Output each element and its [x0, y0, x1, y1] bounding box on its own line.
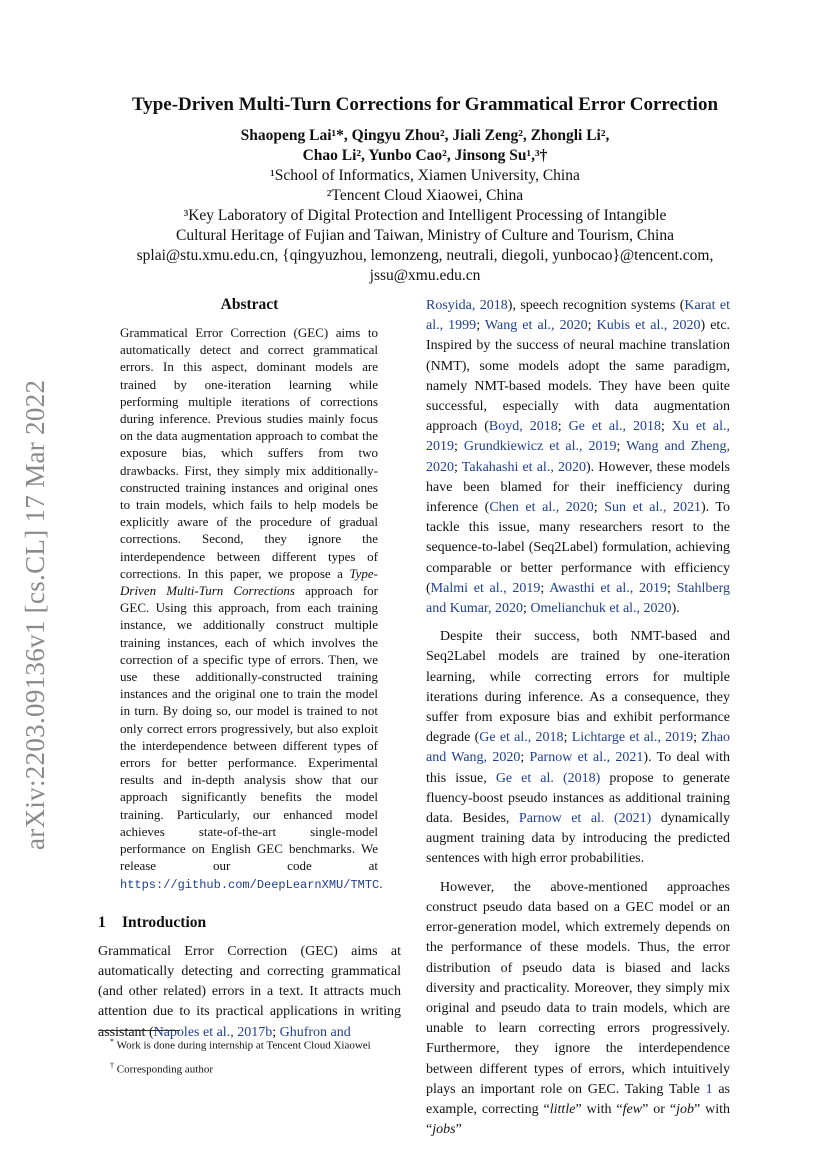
citation-link[interactable]: Malmi et al., 2019 — [430, 580, 541, 596]
citation-link[interactable]: Stahlberg and Kumar, 2020 — [426, 580, 730, 617]
citation-link[interactable]: Ghufron and — [279, 1024, 351, 1040]
citation-separator: ; — [523, 601, 531, 617]
citation-link[interactable]: Ge et al., 2018 — [479, 730, 564, 746]
citation-separator: ; — [540, 580, 550, 596]
citation-link[interactable]: Sun et al., 2021 — [604, 500, 701, 516]
citation-separator: ; — [520, 750, 530, 766]
body-text: However, the above-mentioned approaches construct pseudo data based on a GEC model or an error-generation model, which extremely depends on the performance of these models. Thus, the error distribution of pseudo data is biased and lacks diversity and practicality. Moreover, they simply mix original and pseudo data to train models, which are unable to learn correcting errors progressively. Furthermore, they ignore the interdependence between different types of errors, which intuitively plays an important role on GEC. Taking Table — [426, 879, 730, 1097]
arxiv-identifier: arXiv:2203.09136v1 [cs.CL] 17 Mar 2022 — [20, 379, 50, 850]
citation-link[interactable]: Karat et al., 1999 — [426, 298, 730, 334]
body-text: ). To deal with this issue, — [426, 750, 730, 786]
body-text: ). — [671, 601, 680, 617]
footnote-text: Work is done during internship at Tencent Cloud Xiaowei — [116, 1039, 371, 1052]
body-text: ) etc. Inspired by the success of neural machine translation (NMT), some models adopt the same paradigm, namely NMT-based models. They have been quite successful, especially with data augmentation approach ( — [426, 318, 731, 435]
citation-separator: ; — [593, 500, 605, 516]
citation-link[interactable]: Boyd, 2018 — [488, 419, 558, 435]
author-block — [60, 126, 790, 286]
citation-link[interactable]: Zhao and Wang, 2020 — [426, 730, 731, 766]
author-names-line2: Chao Li², Yunbo Cao², Jinsong Su¹,³† — [302, 147, 548, 164]
intro-paragraph-2 — [426, 627, 730, 869]
approach-name: Type-Driven Multi-Turn Corrections — [120, 565, 378, 599]
citation-link[interactable]: Grundkiewicz et al., 2019 — [463, 439, 617, 455]
footnotes — [98, 1030, 401, 1082]
citation-link[interactable]: Wang et al., 2020 — [484, 318, 588, 334]
author-emails-line1: splai@stu.xmu.edu.cn, {qingyuzhou, lemonzeng, neutrali, diegoli, yunbocao}@tencent.com, — [136, 247, 714, 264]
citation-link[interactable]: Rosyida, 2018 — [426, 298, 508, 313]
table-reference-link[interactable]: 1 — [705, 1081, 713, 1097]
citation-link[interactable]: Ge et al. (2018) — [495, 770, 601, 786]
footnote-rule — [98, 1030, 180, 1031]
body-text: dynamically augment training data by introducing the predicted sentences with high error probabilities. — [426, 811, 730, 867]
example-word: jobs — [432, 1122, 456, 1138]
citation-separator: ; — [693, 730, 702, 746]
citation-separator: ; — [476, 318, 485, 334]
body-text: ” — [455, 1122, 462, 1138]
abstract-text — [120, 324, 383, 894]
body-text: propose to generate fluency-boost pseudo instances as additional training data. Besides, — [426, 770, 731, 827]
body-text: ” with “ — [426, 1101, 730, 1138]
abstract-part-a: Grammatical Error Correction (GEC) aims to automatically detect and correct grammatical errors. In this aspect, dominant models are trained by one-iteration learning while performing multiple iterations of corrections during inference. Previous studies mainly focus on the data augmentation approach to combat the exposure bias, which suffers from two drawbacks. First, they simply mix additionally-constructed training instances and original ones to train models, which fails to help models be explicitly aware of the procedure of gradual corrections. Second, they ignore the interdependence between different types of corrections. In this paper, we propose a — [120, 325, 378, 581]
abstract-heading: Abstract — [220, 296, 279, 313]
citation-link[interactable]: Ge et al., 2018 — [568, 419, 661, 435]
body-text: ” or “ — [642, 1101, 677, 1117]
example-word: little — [549, 1101, 576, 1117]
abstract-part-b: approach for GEC. Using this approach, from each training instance, we additionally construct multiple training instances, each of which involves the correction of a specific type of errors. Then, we use these additionally-constructed training instances and the original one to train the model in turn. By doing so, our model is trained to not only correct errors progressively, but also exploit the interdependence between different types of errors for better performance. Experimental results and in-depth analysis show that our approach significantly benefits the model training. Particularly, our enhanced model achieves state-of-the-art single-model performance on English GEC benchmarks. We release our code at — [120, 583, 378, 874]
citation-separator: ; — [454, 439, 464, 455]
citation-link[interactable]: Wang and Zheng, 2020 — [426, 439, 731, 475]
intro-paragraph-1-cont — [426, 296, 730, 619]
left-column — [98, 296, 401, 1043]
affiliation-2: ²Tencent Cloud Xiaowei, China — [326, 187, 524, 204]
abstract-end: . — [379, 875, 383, 891]
citation-link[interactable]: Parnow et al. (2021) — [518, 811, 652, 827]
section-title: Introduction — [122, 913, 207, 931]
author-emails-line2: jssu@xmu.edu.cn — [369, 267, 481, 284]
citation-separator: ; — [557, 419, 569, 435]
citation-link[interactable]: Lichtarge et al., 2019 — [571, 730, 694, 746]
affiliation-3b: Cultural Heritage of Fujian and Taiwan, Ministry of Culture and Tourism, China — [176, 227, 674, 244]
right-column — [426, 296, 730, 1140]
citation-link[interactable]: Xu et al., 2019 — [426, 419, 731, 455]
body-text: ). To tackle this issue, many researchers resort to the sequence-to-label (Seq2Label) formulation, achieving comparable or better performance with efficiency ( — [426, 500, 731, 596]
footnote-mark: † — [110, 1060, 114, 1070]
paper-title: Type-Driven Multi-Turn Corrections for Grammatical Error Correction — [131, 94, 719, 115]
body-text: Despite their success, both NMT-based and Seq2Label models are trained by one-iteration learning, while correcting errors for multiple iterations during inference. As a consequence, they suffer from exposure bias and exhibit performance degrade ( — [426, 629, 730, 746]
footnote-mark: * — [110, 1037, 114, 1046]
author-names-line1: Shaopeng Lai¹*, Qingyu Zhou², Jiali Zeng², Zhongli Li², — [240, 127, 610, 144]
intro-text: Grammatical Error Correction (GEC) aims at automatically detecting and correcting grammatical (and other related) errors in a text. It attracts much attention due to its practical applications in writing assistant ( — [98, 943, 401, 1040]
body-text: ” with “ — [575, 1101, 623, 1117]
citation-separator: ; — [660, 419, 672, 435]
citation-link[interactable]: Parnow et al., 2021 — [529, 750, 644, 766]
citation-link[interactable]: Chen et al., 2020 — [489, 500, 594, 516]
footnote-internship — [98, 1035, 401, 1053]
affiliation-1: ¹School of Informatics, Xiamen University, China — [270, 167, 580, 184]
citation-separator: ; — [454, 459, 462, 475]
code-url-link[interactable]: https://github.com/DeepLearnXMU/TMTC — [120, 877, 380, 892]
citation-link[interactable]: Kubis et al., 2020 — [596, 318, 701, 334]
section-heading-introduction — [98, 914, 401, 932]
body-text: as example, correcting “ — [426, 1081, 730, 1117]
affiliation-3a: ³Key Laboratory of Digital Protection and Intelligent Processing of Intangible — [183, 207, 667, 224]
intro-paragraph-1 — [98, 942, 401, 1043]
citation-separator: ; — [666, 580, 677, 596]
citation-link[interactable]: Awasthi et al., 2019 — [549, 580, 667, 596]
intro-paragraph-3 — [426, 878, 730, 1141]
footnote-text: Corresponding author — [116, 1063, 213, 1076]
citation-link[interactable]: Takahashi et al., 2020 — [461, 459, 586, 475]
citation-separator: ; — [563, 730, 572, 746]
citation-separator: ; — [587, 318, 597, 334]
body-text: ), speech recognition systems ( — [507, 298, 685, 313]
footnote-corresponding — [98, 1059, 401, 1077]
citation-separator: ; — [272, 1024, 280, 1040]
section-number: 1 — [98, 913, 106, 931]
example-word: job — [676, 1101, 694, 1117]
citation-link[interactable]: Napoles et al., 2017b — [153, 1024, 273, 1040]
body-text: ). However, these models have been blamed for their inefficiency during inference ( — [426, 459, 731, 516]
example-word: few — [622, 1101, 643, 1117]
citation-separator: ; — [616, 439, 627, 455]
citation-link[interactable]: Omelianchuk et al., 2020 — [530, 601, 672, 617]
